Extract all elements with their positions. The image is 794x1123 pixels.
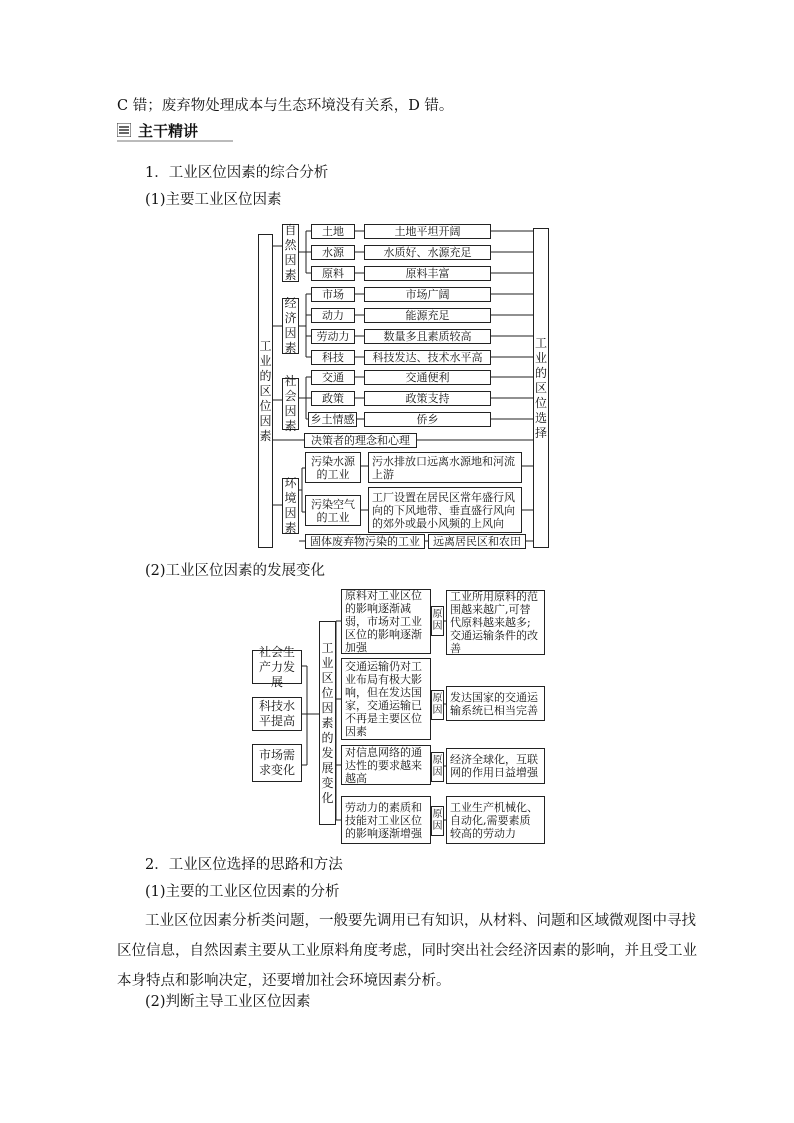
heading-2: 2．工业区位选择的思路和方法 (145, 857, 343, 873)
change-box: 交通运输仍对工业布局有极大影响，但在发达国家，交通运输已不再是主要区位因素 (341, 658, 431, 740)
env-factor-box: 污染水源的工业 (305, 452, 361, 483)
reason-tag-label: 原因 (432, 609, 443, 632)
paragraph-line: 区位信息，自然因素主要从工业原料角度考虑，同时突出社会经济因素的影响，并且受工业 (117, 943, 697, 959)
desc-box: 交通便利 (364, 370, 491, 385)
paragraph (117, 906, 697, 996)
group-natural-label: 自然因素 (284, 223, 297, 282)
desc-box: 市场广阔 (364, 287, 491, 302)
desc-box: 原料丰富 (364, 266, 491, 281)
factor-box: 土地 (311, 224, 355, 239)
env-desc-box: 污水排放口远离水源地和河流上游 (368, 452, 522, 483)
section-title: 主干精讲 (138, 122, 199, 140)
factor-box: 乡土情感 (308, 412, 357, 427)
subheading-4: (2)判断主导工业区位因素 (145, 994, 311, 1010)
reason-tag-label: 原因 (432, 693, 443, 716)
reason-tag (431, 752, 444, 782)
intro-line: C 错；废弃物处理成本与生态环境没有关系，D 错。 (117, 98, 454, 114)
reason-box: 工业所用原料的范围越来越广,可替代原料越来越多;交通运输条件的改善 (446, 590, 545, 655)
group-social-label: 社会因素 (284, 374, 297, 433)
subheading-2: (2)工业区位因素的发展变化 (145, 563, 326, 579)
reason-box: 经济全球化，互联网的作用日益增强 (446, 748, 545, 784)
reason-tag (431, 606, 444, 636)
paragraph-line: 工业区位因素分析类问题，一般要先调用已有知识，从材料、问题和区域微观图中寻找 (145, 913, 696, 929)
desc-box: 能源充足 (364, 308, 491, 323)
desc-box: 土地平坦开阔 (364, 224, 491, 239)
decision-maker-box: 决策者的理念和心理 (304, 433, 417, 448)
desc-box: 政策支持 (364, 391, 491, 406)
factor-box: 政策 (311, 391, 355, 406)
driver-box: 市场需求变化 (252, 744, 302, 782)
env-factor-box: 污染空气的工业 (305, 495, 361, 526)
center-label: 工业区位因素的发展变化 (321, 640, 334, 805)
solid-waste-box: 固体废弃物污染的工业 (305, 534, 425, 549)
solid-waste-desc-box: 远离居民区和农田 (428, 534, 526, 549)
driver-box: 科技水平提高 (252, 697, 302, 731)
paragraph-line: 本身特点和影响决定，还要增加社会环境因素分析。 (117, 973, 451, 989)
desc-box: 科技发达、技术水平高 (364, 350, 491, 365)
reason-tag-label: 原因 (432, 809, 443, 832)
reason-box: 工业生产机械化、自动化,需要素质较高的劳动力 (446, 796, 545, 844)
desc-box: 水质好、水源充足 (364, 245, 491, 260)
group-economic-label: 经济因素 (284, 296, 297, 355)
change-box: 劳动力的素质和技能对工业区位的影响逐渐增强 (341, 796, 431, 844)
subheading-3: (1)主要的工业区位因素的分析 (145, 884, 340, 900)
factor-box: 科技 (311, 350, 355, 365)
factor-box: 动力 (311, 308, 355, 323)
factor-box: 市场 (311, 287, 355, 302)
heading-1: 1．工业区位因素的综合分析 (145, 165, 329, 181)
reason-tag (431, 806, 444, 836)
factor-box: 原料 (311, 266, 355, 281)
reason-box: 发达国家的交通运输系统已相当完善 (446, 686, 545, 721)
env-desc-box: 工厂设置在居民区常年盛行风向的下风地带、垂直盛行风向的郊外或最小风频的上风向 (368, 487, 522, 533)
group-environment-label: 环境因素 (284, 476, 297, 535)
factor-box: 劳动力 (311, 329, 355, 344)
left-label: 工业的区位因素 (259, 338, 272, 443)
right-label: 工业的区位选择 (535, 335, 548, 440)
reason-tag-label: 原因 (432, 755, 443, 778)
center-box (319, 621, 336, 825)
factor-box: 交通 (311, 370, 355, 385)
change-box: 对信息网络的通达性的要求越来越高 (341, 745, 431, 785)
desc-box: 数量多且素质较高 (364, 329, 491, 344)
change-box: 原料对工业区位的影响逐渐减弱，市场对工业区位的影响逐渐加强 (341, 589, 431, 654)
reason-tag (431, 690, 444, 720)
factor-box: 水源 (311, 245, 355, 260)
subheading-1: (1)主要工业区位因素 (145, 192, 282, 208)
driver-box: 社会生产力发展 (252, 650, 302, 684)
desc-box: 侨乡 (364, 412, 491, 427)
